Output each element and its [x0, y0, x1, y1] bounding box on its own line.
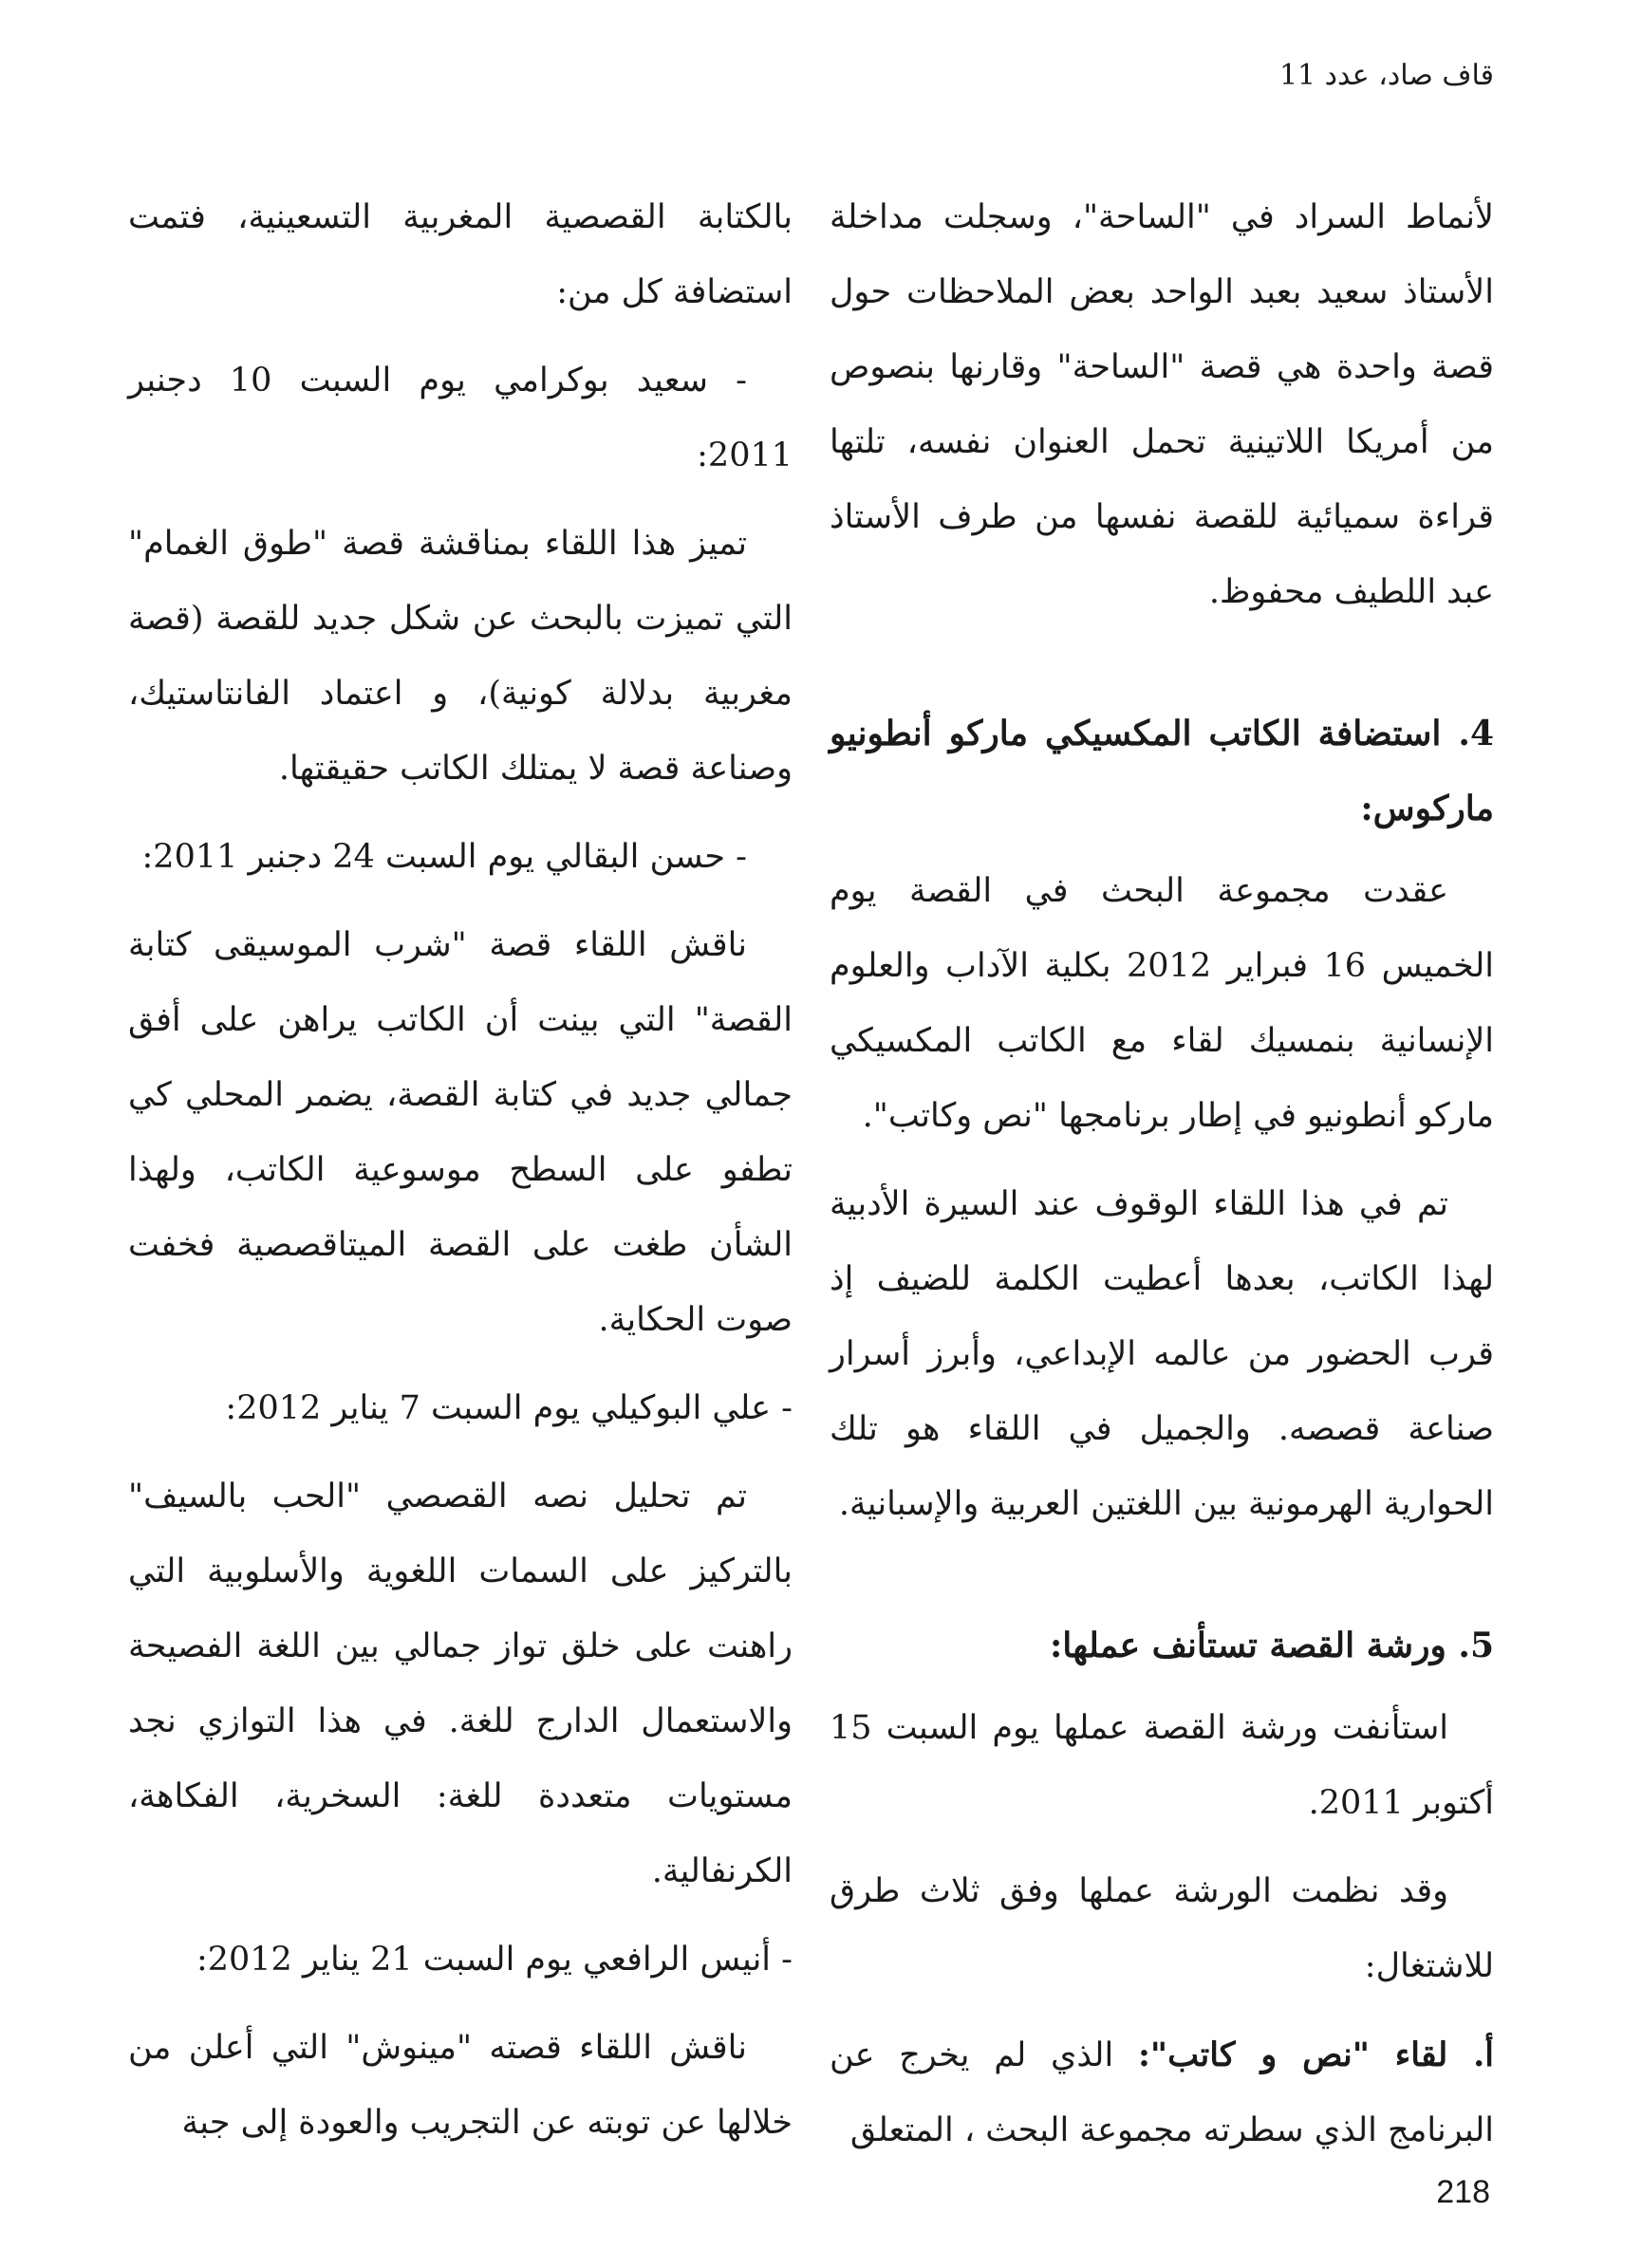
list-item-date: - علي البوكيلي يوم السبت 7 يناير 2012: [225, 1389, 793, 1427]
list-item-text: تم تحليل نصه القصصي "الحب بالسيف" بالتركيز على السمات اللغوية والأسلوبية التي راهنت على خلق تواز جمالي بين اللغة الفصيحة والاستعمال الدارج للغة. في هذا التوازي نجد مستويات متعددة للغة: السخرية، الفكاهة، الكرنفالية. [128, 1478, 793, 1890]
list-item-text: تميز هذا اللقاء بمناقشة قصة "طوق الغمام" التي تميزت بالبحث عن شكل جديد للقصة (قصة مغربية بدلالة كونية)، و اعتماد الفانتاستيك، وصناعة قصة لا يمتلك الكاتب حقيقتها. [128, 525, 793, 788]
page-number: 218 [1436, 2174, 1490, 2210]
paragraph: استأنفت ورشة القصة عملها يوم السبت 15 أكتوبر 2011. [830, 1709, 1494, 1822]
list-item-text: ناقش اللقاء قصته "مينوش" التي أعلن من خلالها عن توبته عن التجريب والعودة إلى جبة [128, 2029, 793, 2142]
list-item-date: - حسن البقالي يوم السبت 24 دجنبر 2011: [141, 838, 747, 876]
paragraph [830, 2017, 1494, 2168]
paragraph: لأنماط السراد في "الساحة"، وسجلت مداخلة الأستاذ سعيد بعبد الواحد بعض الملاحظات حول قصة واحدة هي قصة "الساحة" وقارنها بنصوص من أمريكا اللاتينية تحمل العنوان نفسه، تلتها قراءة سميائية للقصة نفسها من طرف الأستاذ عبد اللطيف محفوظ. [830, 198, 1494, 611]
right-column [830, 180, 1494, 2182]
paragraph: وقد نظمت الورشة عملها وفق ثلاث طرق للاشتغال: [830, 1872, 1494, 1985]
running-head: قاف صاد، عدد 11 [1278, 59, 1494, 92]
list-item-text: ناقش اللقاء قصة "شرب الموسيقى كتابة القصة" التي بينت أن الكاتب يراهن على أفق جمالي جديد في كتابة القصة، يضمر المحلي كي تطفو على السطح موسوعية الكاتب، ولهذا الشأن طغت على القصة الميتاقصصية فخفت صوت الحكاية. [128, 926, 793, 1339]
section-heading-4: 4. استضافة الكاتب المكسيكي ماركو أنطونيو ماركوس: [830, 714, 1494, 828]
paragraph: بالكتابة القصصية المغربية التسعينية، فتمت استضافة كل من: [128, 198, 793, 311]
left-column [128, 180, 793, 2174]
paragraph: تم في هذا اللقاء الوقوف عند السيرة الأدبية لهذا الكاتب، بعدها أعطيت الكلمة للضيف إذ قرب الحضور من عالمه الإبداعي، وأبرز أسرار صناعة قصصه. والجميل في اللقاء هو تلك الحوارية الهرمونية بين اللغتين العربية والإسبانية. [830, 1185, 1494, 1523]
list-item-date: - أنيس الرافعي يوم السبت 21 يناير 2012: [196, 1941, 793, 1979]
item-text: الذي لم يخرج عن البرنامج الذي سطرته مجموعة البحث ، المتعلق [830, 2036, 1494, 2149]
list-item-date: - سعيد بوكرامي يوم السبت 10 دجنبر 2011: [128, 362, 793, 474]
paragraph: عقدت مجموعة البحث في القصة يوم الخميس 16 فبراير 2012 بكلية الآداب والعلوم الإنسانية بنمسيك لقاء مع الكاتب المكسيكي ماركو أنطونيو في إطار برنامجها "نص وكاتب". [830, 872, 1494, 1135]
item-label: أ. لقاء "نص و كاتب": [1137, 2036, 1494, 2074]
section-heading-5: 5. ورشة القصة تستأنف عملها: [1050, 1626, 1494, 1665]
